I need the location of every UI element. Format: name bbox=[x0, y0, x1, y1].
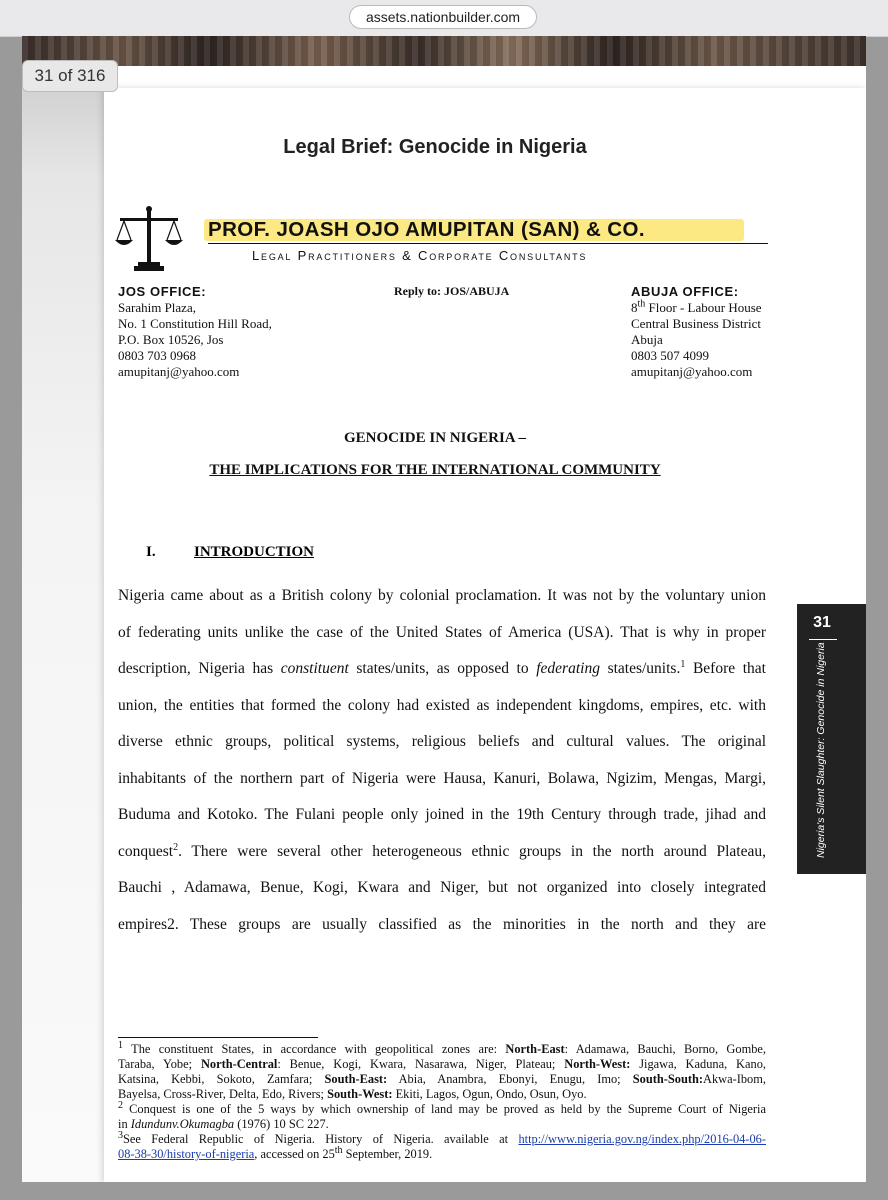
browser-toolbar bbox=[0, 0, 888, 37]
header-banner-image bbox=[22, 36, 866, 66]
abuja-office-address bbox=[631, 284, 762, 380]
footnotes bbox=[118, 1039, 766, 1162]
text-line: union, the entities that formed the colony had existed as independent kingdoms, empires, etc. with bbox=[118, 696, 766, 714]
address-line: Abuja bbox=[631, 332, 663, 347]
abuja-office-heading: ABUJA OFFICE: bbox=[631, 284, 739, 299]
side-caption: Nigeria's Silent Slaughter: Genocide in Nigeria bbox=[815, 642, 827, 858]
jos-office-address bbox=[118, 284, 272, 380]
firm-name: PROF. JOASH OJO AMUPITAN (SAN) & CO. bbox=[208, 218, 645, 241]
phone-number: 0803 507 4099 bbox=[631, 348, 709, 363]
address-line: Central Business District bbox=[631, 316, 761, 331]
address-line: 8th Floor - Labour House bbox=[631, 298, 762, 315]
document-subheading: THE IMPLICATIONS FOR THE INTERNATIONAL COMMUNITY bbox=[209, 462, 661, 478]
reply-to: Reply to: JOS/ABUJA bbox=[394, 284, 510, 298]
history-link[interactable]: http://www.nigeria.gov.ng/index.php/2016-04-06- bbox=[518, 1132, 766, 1146]
email-address: amupitanj@yahoo.com bbox=[631, 364, 753, 379]
firm-subtitle: Legal Practitioners & Corporate Consultants bbox=[252, 248, 588, 263]
text-line: inhabitants of the northern part of Nigeria were Hausa, Kanuri, Bolawa, Ngizim, Mengas, Margi, bbox=[118, 769, 766, 787]
footnote-line: Taraba, Yobe; North-Central: Benue, Kogi, Kwara, Nasarawa, Niger, Plateau; North-West: Jigawa, Kaduna, Kano, bbox=[118, 1057, 766, 1071]
side-page-tab bbox=[797, 604, 866, 874]
document-page bbox=[104, 88, 866, 1182]
email-address: amupitanj@yahoo.com bbox=[118, 364, 240, 379]
text-line: Nigeria came about as a British colony by colonial proclamation. It was not by the voluntary union bbox=[118, 587, 766, 604]
document-viewer[interactable] bbox=[22, 36, 866, 1182]
address-line: P.O. Box 10526, Jos bbox=[118, 332, 224, 347]
history-link[interactable]: 08-38-30/history-of-nigeria bbox=[118, 1147, 255, 1161]
footnote-line: 08-38-30/history-of-nigeria, accessed on 25th September, 2019. bbox=[118, 1144, 433, 1161]
text-line: description, Nigeria has constituent states/units, as opposed to federating states/units.$^1$ Before that bbox=[118, 658, 766, 677]
address-line: No. 1 Constitution Hill Road, bbox=[118, 316, 272, 331]
document-heading: GENOCIDE IN NIGERIA – bbox=[343, 430, 527, 446]
page-margin bbox=[22, 66, 104, 1182]
footnote-line: in Idundunv.Okumagba (1976) 10 SC 227. bbox=[118, 1117, 329, 1131]
page-counter: 31 of 316 bbox=[22, 60, 118, 92]
jos-office-heading: JOS OFFICE: bbox=[118, 284, 207, 299]
text-line: of federating units unlike the case of the United States of America (USA). That is why in proper bbox=[118, 623, 766, 641]
text-line: conquest$^2$. There were several other heterogeneous ethnic groups in the north around Plateau, bbox=[118, 841, 766, 860]
side-page-number: 31 bbox=[813, 614, 831, 631]
body-paragraph bbox=[118, 578, 766, 943]
text-line: empires2. These groups are usually classified as the minorities in the north and they are bbox=[118, 915, 766, 933]
footnote-line: Bayelsa, Cross-River, Delta, Edo, Rivers; South-West: Ekiti, Lagos, Ogun, Ondo, Osun, Oyo. bbox=[118, 1087, 587, 1101]
text-line: Buduma and Kotoko. The Fulani people only joined in the 19th Century through trade, jihad and bbox=[118, 806, 766, 823]
footnote-line: $^2$ Conquest is one of the 5 ways by which ownership of land may be proved as held by the Supreme Court of Nigeria bbox=[118, 1099, 766, 1116]
footnote-divider bbox=[118, 1037, 318, 1038]
divider bbox=[208, 243, 768, 244]
footnote-line: Katsina, Kebbi, Sokoto, Zamfara; South-East: Abia, Anambra, Ebonyi, Enugu, Imo; South-South:Akwa-Ibom, bbox=[118, 1072, 766, 1086]
section-title: INTRODUCTION bbox=[194, 544, 315, 560]
scales-of-justice-icon bbox=[114, 204, 184, 274]
address-line: Sarahim Plaza, bbox=[118, 300, 196, 315]
text-line: diverse ethnic groups, political systems, religious beliefs and cultural values. The original bbox=[118, 733, 766, 750]
text-line: Bauchi , Adamawa, Benue, Kogi, Kwara and Niger, but not organized into closely integrated bbox=[118, 879, 766, 896]
footnote-line: $^3$See Federal Republic of Nigeria. History of Nigeria. available at http://www.nigeria.gov.ng/index.php/2016-04-06- bbox=[118, 1129, 766, 1146]
url-bar[interactable]: assets.nationbuilder.com bbox=[349, 5, 537, 29]
viewer-bottom-edge bbox=[0, 1182, 888, 1200]
phone-number: 0803 703 0968 bbox=[118, 348, 196, 363]
running-title: Legal Brief: Genocide in Nigeria bbox=[283, 136, 587, 158]
footnote-line: $^1$ The constituent States, in accordance with geopolitical zones are: North-East: Adamawa, Bauchi, Borno, Gombe, bbox=[118, 1039, 766, 1056]
section-number: I. bbox=[146, 544, 156, 560]
